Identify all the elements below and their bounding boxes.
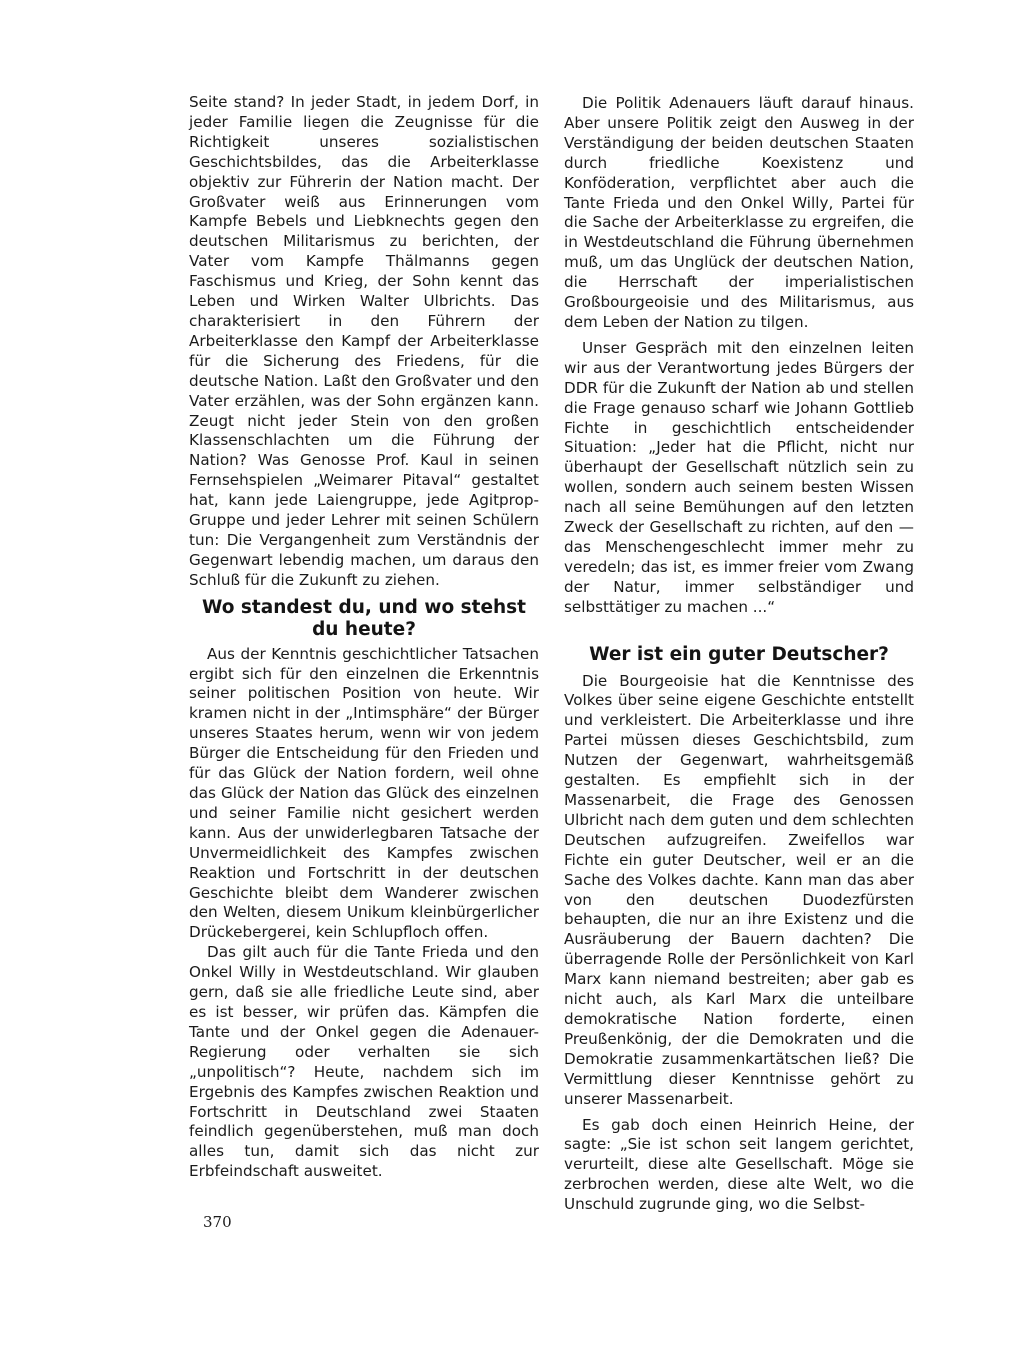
right-paragraph-4: Es gab doch einen Heinrich Heine, der sagte: „Sie ist schon seit langem gerichtet, verurteilt, diese alte Gesellschaft. Möge sie zerbrochen werden, diese alte Welt, wo die Unschuld zugrunde ging, wo die Selbst- <box>564 1115 914 1214</box>
right-paragraph-2: Unser Gespräch mit den einzelnen leiten wir aus der Verantwortung jedes Bürgers der DDR für die Zukunft der Nation ab und stellen die Frage genauso scharf wie Johann Gottlieb Fichte in geschichtlich entscheidender Situation: „Jeder hat die Pflicht, nicht nur überhaupt der Gesellschaft nützlich sein zu wollen, sondern auch seinem besten Wissen nach all seine Bemühungen auf den letzten Zweck der Gesellschaft zu richten, auf den — das Menschengeschlecht immer mehr zu veredeln; das ist, es immer freier vom Zwang der Natur, immer selbständiger und selbsttätiger zu machen ...“ <box>564 338 914 616</box>
right-column <box>564 94 914 1215</box>
section-heading-wer-ist-ein-guter-deutscher: Wer ist ein guter Deutscher? <box>589 643 889 665</box>
section-heading-wo-standest-du: Wo standest du, und wo stehst du heute? <box>201 596 527 640</box>
page-number: 370 <box>203 1213 232 1231</box>
right-paragraph-1: Die Politik Adenauers läuft darauf hinaus. Aber unsere Politik zeigt den Ausweg in der Verständigung der beiden deutschen Staaten durch friedliche Koexistenz und Konföderation, verpflichtet aber auch die Tante Frieda und den Onkel Willy, Partei für die Sache der Arbeiterklasse zu ergreifen, die in Westdeutschland die Führung übernehmen muß, um das Unglück der deutschen Nation, die Herrschaft der imperialistischen Großbourgeoisie und des Militarismus, aus dem Leben der Nation zu tilgen. <box>564 94 914 331</box>
left-paragraph-1: Seite stand? In jeder Stadt, in jedem Dorf, in jeder Familie liegen die Zeugnisse für die Richtigkeit unseres sozialistischen Geschichtsbildes, das die Arbeiterklasse objektiv zur Führerin der Nation macht. Der Großvater weiß aus Erinnerungen vom Kampfe Bebels und Liebknechts gegen den deutschen Militarismus zu berichten, der Vater vom Kampfe Thälmanns gegen Faschismus und Krieg, der Sohn kennt das Leben und Wirken Walter Ulbrichts. Das charakterisiert in den Führern der Arbeiterklasse den Kampf der Arbeiterklasse für die Sicherung des Friedens, für die deutsche Nation. Laßt den Großvater und den Vater erzählen, was der Sohn ergänzen kann. Zeugt nicht jeder Stein von den großen Klassenschlachten um die Führung der Nation? Was Genosse Prof. Kaul in seinen Fernsehspielen „Weimarer Pitaval“ gestaltet hat, kann jede Laiengruppe, jede Agitprop-Gruppe und jeder Lehrer mit seinen Schülern tun: Die Vergangenheit zum Verständnis der Gegenwart lebendig machen, um daraus den Schluß für die Zukunft zu ziehen. <box>189 93 539 589</box>
left-paragraph-3: Das gilt auch für die Tante Frieda und den Onkel Willy in Westdeutschland. Wir glauben gern, daß sie alle friedliche Leute sind, aber es ist besser, wir prüfen das. Kämpfen die Tante und der Onkel gegen die Adenauer-Regierung oder verhalten sie sich „unpolitisch“? Heute, nachdem sich im Ergebnis des Kampfes zwischen Reaktion und Fortschritt in Deutschland zwei Staaten feindlich gegenüberstehen, muß man doch alles tun, damit sich das nicht zur Erbfeindschaft ausweitet. <box>189 943 539 1181</box>
right-paragraph-3: Die Bourgeoisie hat die Kenntnisse des Volkes über seine eigene Geschichte entstellt und verkleistert. Die Arbeiterklasse und ihre Partei müssen dieses Geschichtsbild, zum Nutzen der Gegenwart, wahrheitsgemäß gestalten. Es empfiehlt sich in der Massenarbeit, die Frage des Genossen Ulbricht nach dem guten und dem schlechten Deutschen aufzugreifen. Zweifellos war Fichte ein guter Deutscher, weil er an die Sache des Volkes dachte. Kann man das aber von den deutschen Duodezfürsten behaupten, die nur an ihre Existenz und die Ausräuberung der Bauern dachten? Die überragende Rolle der Persönlichkeit von Karl Marx kann niemand bestreiten; aber gab es nicht auch, als Karl Marx die unteilbare demokratische Nation forderte, einen Preußenkönig, der die Demokraten und die Demokratie zusammenkartätschen ließ? Die Vermittlung dieser Kenntnisse gehört zu unserer Massenarbeit. <box>564 671 914 1108</box>
left-column <box>189 93 539 1182</box>
left-paragraph-2: Aus der Kenntnis geschichtlicher Tatsachen ergibt sich für den einzelnen die Erkenntnis seiner politischen Position von heute. Wir kramen nicht in der „Intimsphäre“ der Bürger unseres Staates herum, wenn wir von jedem Bürger die Entscheidung für den Frieden und für das Glück der Nation fordern, weil ohne das Glück der Nation das Glück des einzelnen und seiner Familie nicht gesichert werden kann. Aus der unwiderlegbaren Tatsache der Unvermeidlichkeit des Kampfes zwischen Reaktion und Fortschritt in der deutschen Geschichte bleibt dem Wanderer zwischen den Welten, diesem Unikum kleinbürgerlicher Drückebergerei, kein Schlupfloch offen. <box>189 644 539 942</box>
